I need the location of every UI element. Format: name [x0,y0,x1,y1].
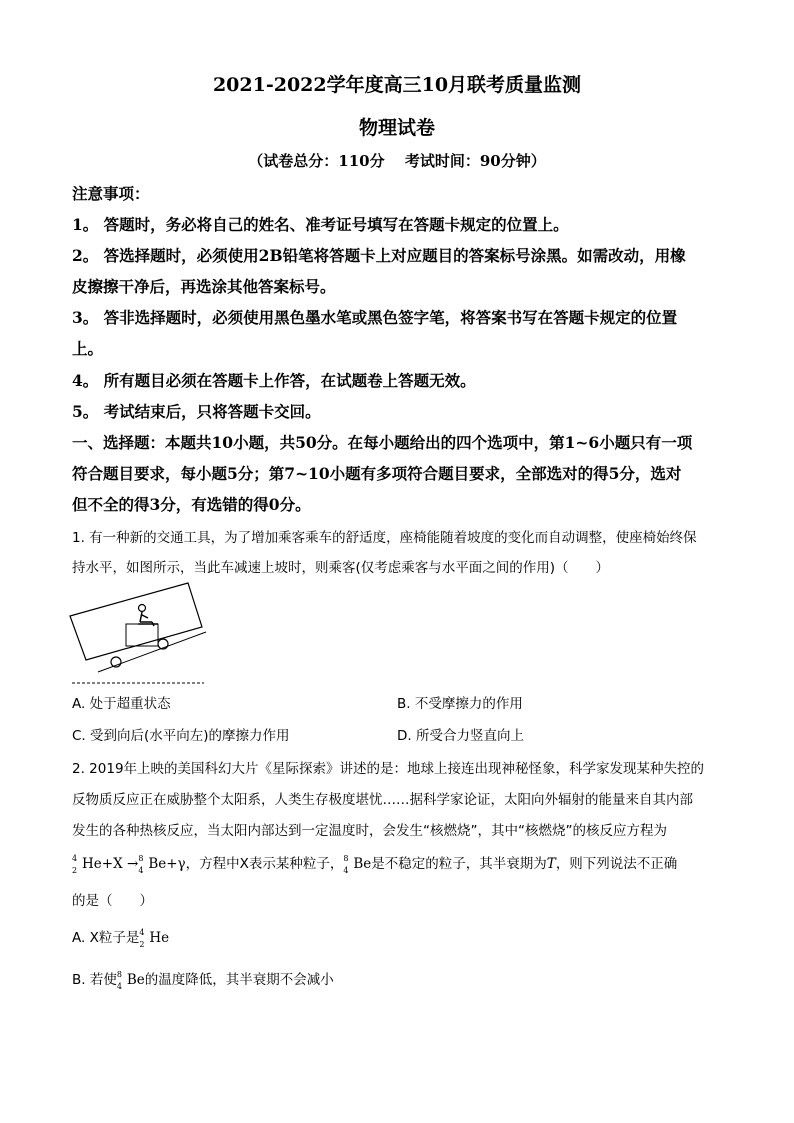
q2-formula-line: 4 2 He+X → 8 4 Be+γ，方程中X表示某种粒子， 8 4 Be是不稳定的粒子，其半衰期为T，则下列说法不正确 [72,853,678,875]
q1-stem-line: 1. 有一种新的交通工具，为了增加乘客乘车的舒适度，座椅能随着坡度的变化而自动调整，使座椅始终保 [72,530,697,546]
q1-option-b[interactable]: B. 不受摩擦力的作用 [397,696,523,712]
q2-option-b[interactable]: B. 若使 8 4 Be的温度降低，其半衰期不会减小 [72,969,334,991]
q2-stem-line: 反物质反应正在威胁整个太阳系，人类生存极度堪忧……据科学家论证，太阳向外辐射的能量来自其内部 [72,792,693,808]
vehicle-body [70,583,202,660]
exam-title: 2021-2022学年度高三10月联考质量监测 [212,74,582,96]
q2-stem-line: 2. 2019年上映的美国科幻大片《星际探索》讲述的是：地球上接连出现神秘怪象，科学家发现某种失控的 [72,761,705,777]
q2-stem-line: 的是（ ） [72,893,153,909]
q1-figure [68,580,218,685]
note-line: 4。 所有题目必须在答题卡上作答，在试题卷上答题无效。 [72,371,476,390]
note-line: 1。 答题时，务必将自己的姓名、准考证号填写在答题卡规定的位置上。 [72,215,569,234]
q1-option-c[interactable]: C. 受到向后(水平向左)的摩擦力作用 [72,728,290,744]
note-line: 皮擦擦干净后，再选涂其他答案标号。 [72,277,336,296]
q2-stem-line: 发生的各种热核反应，当太阳内部达到一定温度时，会发生“核燃烧”，其中“核燃烧”的核反应方程为 [72,823,667,839]
note-line: 5。 考试结束后，只将答题卡交回。 [72,402,321,421]
exam-meta: （试卷总分：110分 考试时间：90分钟） [248,152,546,170]
notes-heading: 注意事项： [72,184,150,203]
section-line: 符合题目要求，每小题5分；第7~10小题有多项符合题目要求，全部选对的得5分，选对 [72,464,682,483]
seat-base [126,624,158,646]
passenger-figure [138,605,158,627]
note-line: 上。 [72,339,104,358]
q1-option-d[interactable]: D. 所受合力竖直向上 [397,728,524,744]
note-line: 2。 答选择题时，必须使用2B铅笔将答题卡上对应题目的答案标号涂黑。如需改动，用橡 [72,246,686,265]
q1-option-a[interactable]: A. 处于超重状态 [72,696,171,712]
nuclear-equation: 4 2 He+X → 8 4 Be+γ [72,853,186,875]
q2-option-a[interactable]: A. X粒子是 4 2 He [72,927,170,949]
subject-title: 物理试卷 [358,117,435,139]
q1-stem-line: 持水平，如图所示，当此车减速上坡时，则乘客(仅考虑乘客与水平面之间的作用)（ ） [72,560,610,576]
note-line: 3。 答非选择题时，必须使用黑色墨水笔或黑色签字笔，将答案书写在答题卡规定的位置 [72,308,678,327]
section-line: 一、选择题：本题共10小题，共50分。在每小题给出的四个选项中，第1~6小题只有一项 [72,433,693,452]
section-line: 但不全的得3分，有选错的得0分。 [72,495,311,514]
